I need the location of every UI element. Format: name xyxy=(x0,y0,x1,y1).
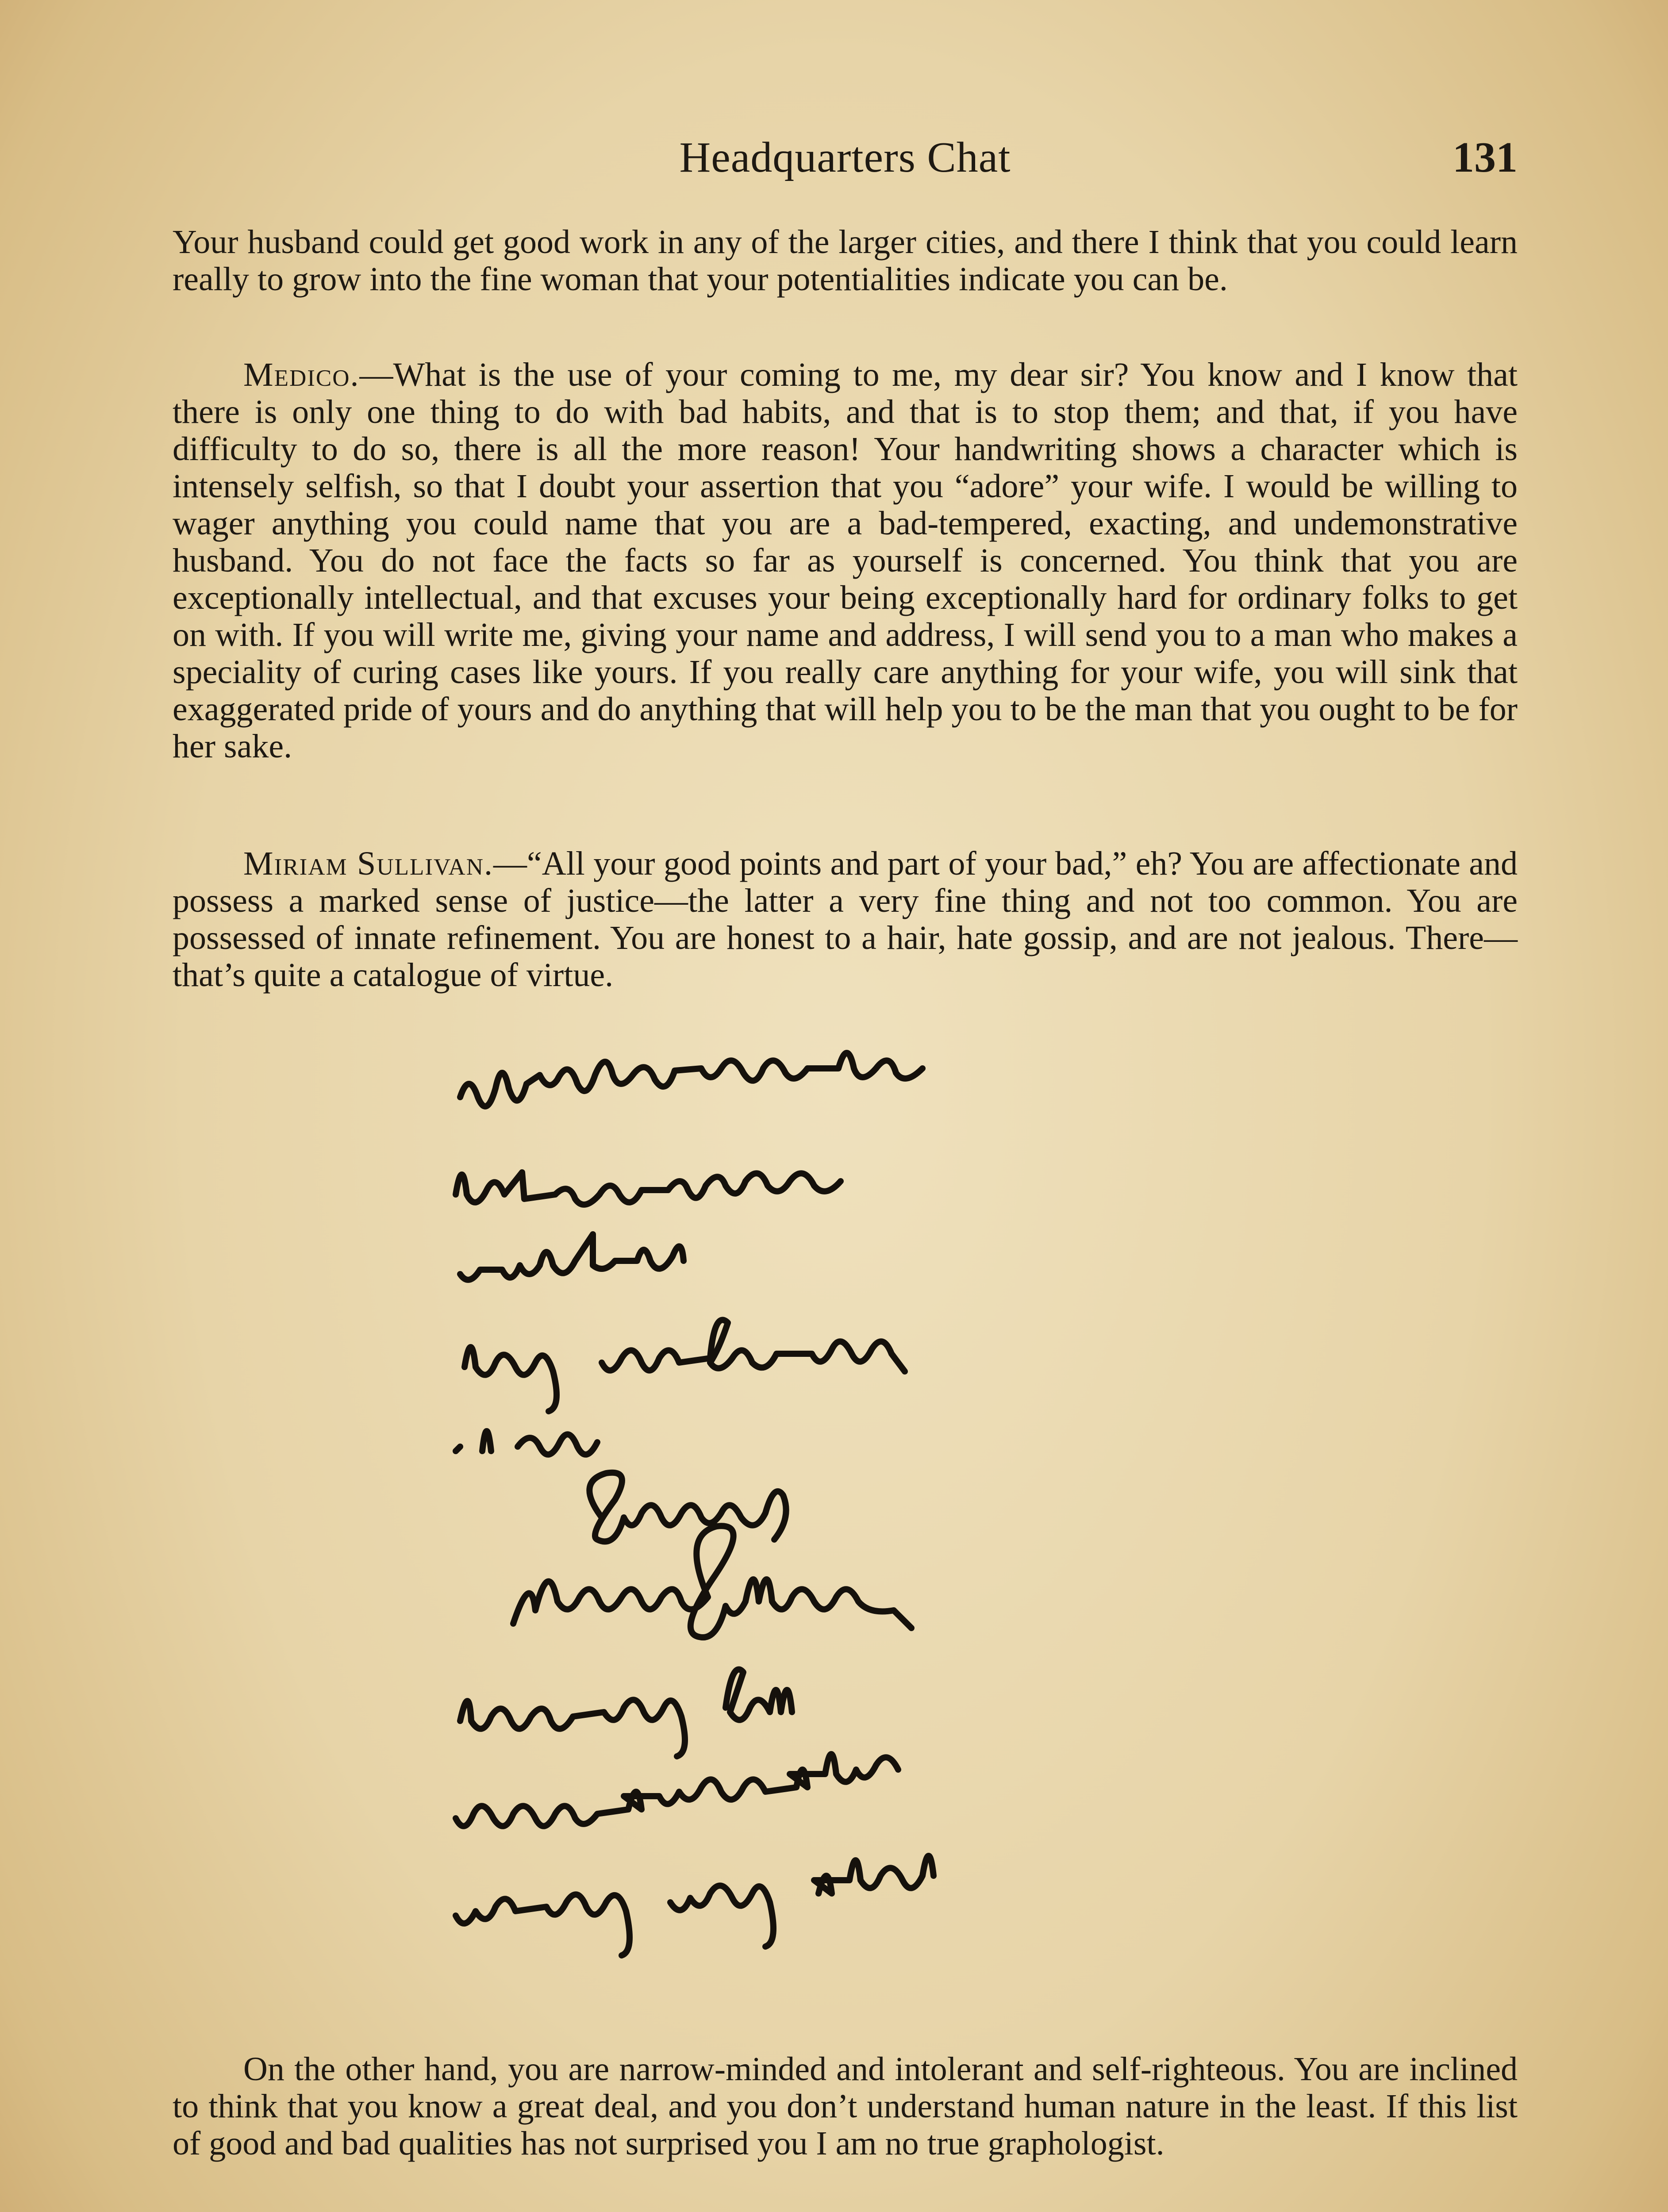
paragraph-text: —“All your good points and part of your bad,” eh? You are affectionate and possess a marked sense of justice—the latter a very fine thing and not too common. You are possessed of innate refinement. You are honest to a hair, hate gossip, and are not jealous. There—that’s quite a catalogue of virtue. xyxy=(173,845,1518,994)
handwriting-stroke xyxy=(456,1754,898,1826)
paragraph-text: On the other hand, you are narrow-minded and intolerant and self-righteous. You are inclined to think that you know a great deal, and you don’t understand human nature in the least. If this list of good and bad qualities has not surprised you I am no true graphologist. xyxy=(173,2051,1518,2162)
running-head: Headquarters Chat xyxy=(679,134,1011,181)
handwriting-stroke xyxy=(456,1856,934,1955)
correspondent-name: Medico. xyxy=(243,356,360,393)
handwriting-sample-image xyxy=(398,1048,1416,2044)
paragraph-continuation xyxy=(173,223,1518,298)
paragraph-medico xyxy=(173,356,1518,765)
page-number: 131 xyxy=(1453,134,1518,181)
handwriting-stroke xyxy=(456,1431,597,1455)
paragraph-text: —What is the use of your coming to me, my dear sir? You know and I know that there is only one thing to do with bad habits, and that is to stop them; and that, if you have difficulty to do so, there is all the more reason! Your handwriting shows a character which is intensely selfish, so that I doubt your assertion that you “adore” your wife. I would be willing to wager anything you could name that you are a bad-tempered, exacting, and undemonstrative husband. You do not face the facts so far as yourself is concerned. You think that you are exceptionally intellectual, and that excuses your being exceptionally hard for ordinary folks to get on with. If you will write me, giving your name and address, I will send you to a man who makes a speciality of curing cases like yours. If you really care anything for your wife, you will sink that exaggerated pride of yours and do anything that will help you to be the man that you ought to be for her sake. xyxy=(173,356,1518,765)
handwriting-stroke xyxy=(456,1172,841,1205)
paragraph-miriam-continued xyxy=(173,2051,1518,2162)
handwriting-stroke xyxy=(460,1670,792,1756)
handwriting-stroke xyxy=(513,1526,911,1637)
handwriting-stroke xyxy=(465,1320,905,1411)
correspondent-name: Miriam Sullivan. xyxy=(243,845,493,882)
paragraph-text: Your husband could get good work in any of the larger cities, and there I think that you could learn really to grow into the fine woman that your potentialities indicate you can be. xyxy=(173,223,1518,298)
handwriting-stroke xyxy=(460,1053,922,1106)
page-header xyxy=(173,133,1518,195)
handwriting-stroke xyxy=(589,1473,786,1542)
handwriting-stroke xyxy=(460,1234,684,1280)
paragraph-miriam-sullivan xyxy=(173,845,1518,994)
